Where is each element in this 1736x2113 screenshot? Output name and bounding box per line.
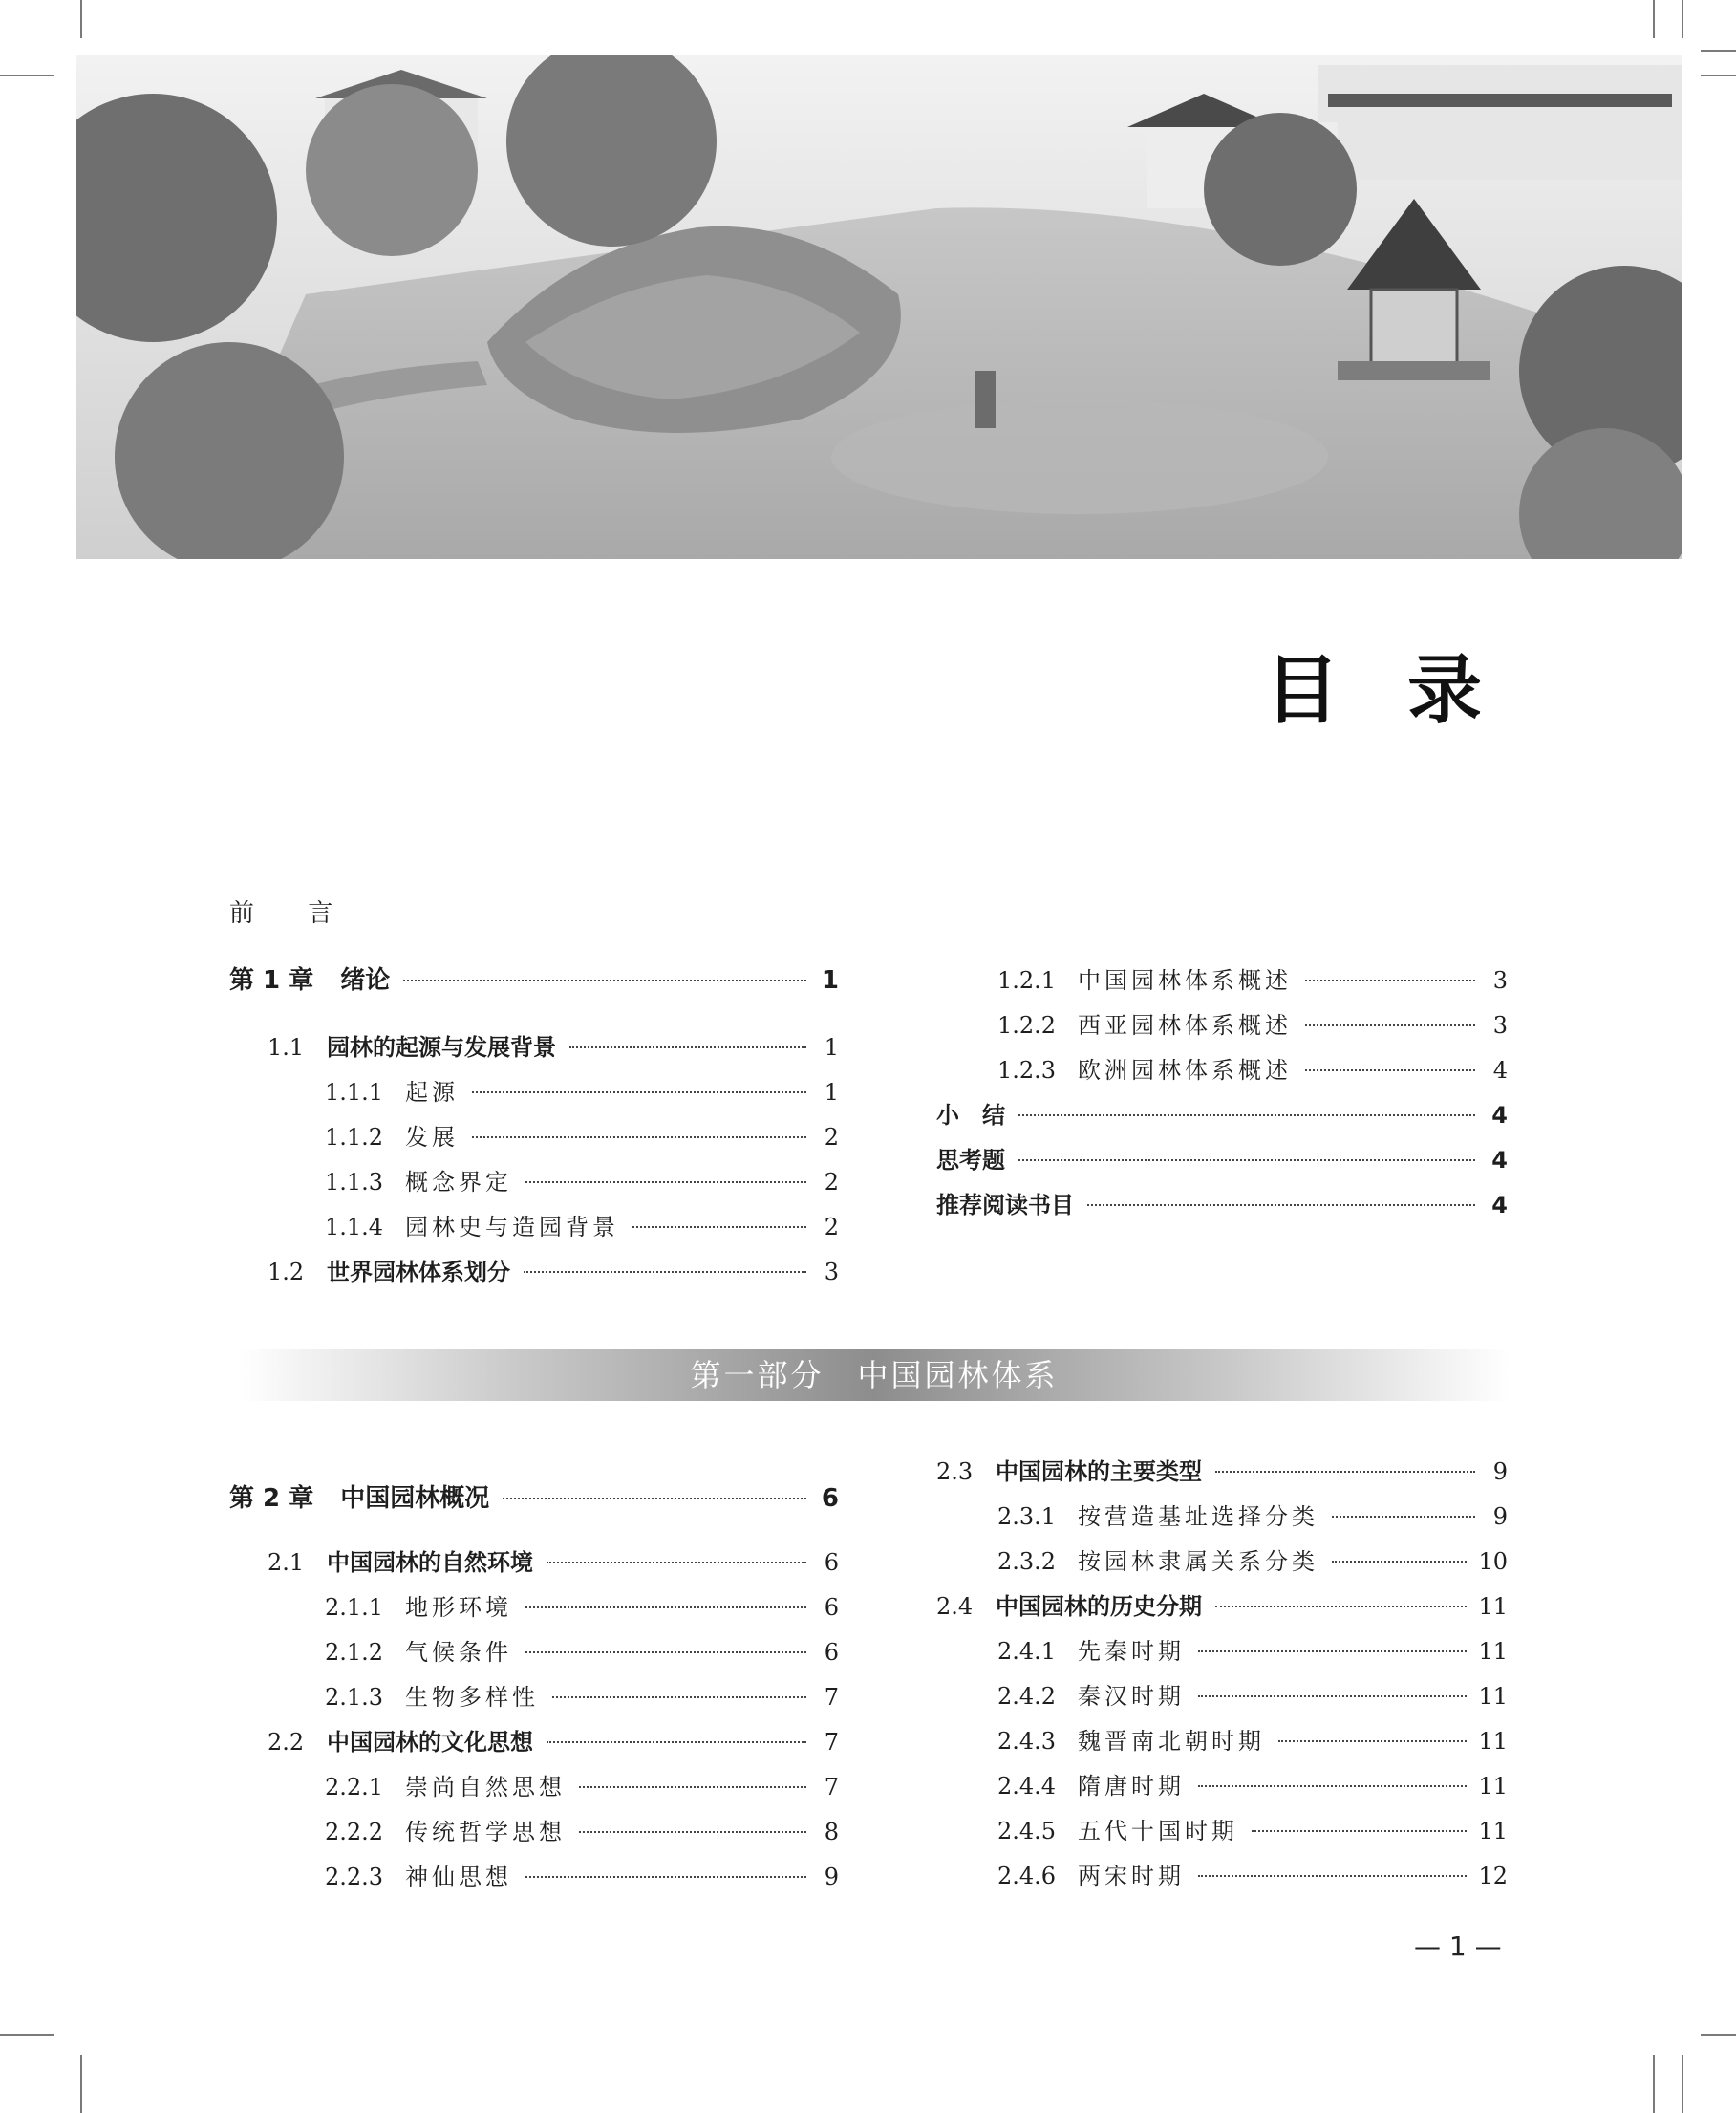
toc-entry-page: 4 bbox=[1491, 1147, 1508, 1174]
toc-leader-dots bbox=[1305, 1024, 1475, 1026]
toc-leader-dots bbox=[472, 1091, 806, 1093]
toc-entry-number: 1.2 bbox=[268, 1259, 305, 1285]
toc-entry[interactable] bbox=[229, 1772, 839, 1802]
toc-entry-label: 传统哲学思想 bbox=[405, 1819, 566, 1845]
toc-entry[interactable] bbox=[229, 1727, 839, 1757]
toc-entry[interactable] bbox=[936, 1726, 1508, 1757]
toc-entry[interactable] bbox=[229, 1122, 839, 1153]
toc-leader-dots bbox=[1198, 1650, 1467, 1652]
toc-entry[interactable] bbox=[936, 965, 1508, 996]
toc-leader-dots bbox=[525, 1651, 806, 1653]
toc-entry-label: 起源 bbox=[405, 1079, 459, 1106]
crop-mark bbox=[1701, 75, 1736, 76]
toc-entry-page: 3 bbox=[824, 1259, 839, 1285]
crop-mark bbox=[0, 2034, 54, 2036]
toc-leader-dots bbox=[579, 1831, 806, 1833]
toc-entry-page: 6 bbox=[824, 1639, 839, 1666]
toc-entry-number: 2.4 bbox=[936, 1593, 974, 1620]
toc-leader-dots bbox=[579, 1786, 806, 1788]
section-banner-title: 第一部分 中国园林体系 bbox=[690, 1357, 1059, 1393]
toc-entry-label: 按营造基址选择分类 bbox=[1078, 1503, 1318, 1530]
toc-entry-page: 7 bbox=[824, 1684, 839, 1711]
toc-entry-label: 隋唐时期 bbox=[1078, 1773, 1185, 1800]
toc-leader-dots bbox=[1198, 1875, 1467, 1877]
toc-entry-number: 2.1.1 bbox=[325, 1594, 384, 1621]
crop-mark bbox=[1682, 2055, 1683, 2113]
toc-leader-dots bbox=[1305, 980, 1475, 981]
toc-entry-number: 2.2 bbox=[268, 1729, 305, 1756]
toc-entry-label: 中国园林体系概述 bbox=[1078, 967, 1292, 994]
crop-mark bbox=[1653, 2055, 1655, 2113]
toc-entry-label: 神仙思想 bbox=[405, 1864, 512, 1890]
toc-entry-page: 6 bbox=[824, 1549, 839, 1576]
toc-entry-page: 1 bbox=[821, 966, 839, 995]
toc-entry[interactable] bbox=[936, 1681, 1508, 1712]
preface-heading: 前 言 bbox=[229, 899, 356, 928]
toc-entry-page: 11 bbox=[1478, 1638, 1508, 1665]
toc-entry-number: 2.4.1 bbox=[997, 1638, 1057, 1665]
toc-entry-label: 中国园林概况 bbox=[340, 1484, 490, 1513]
toc-entry-page: 9 bbox=[1492, 1458, 1508, 1485]
crop-mark bbox=[1701, 2034, 1736, 2036]
toc-leader-dots bbox=[1332, 1516, 1475, 1518]
toc-entry-number: 2.4.5 bbox=[997, 1818, 1057, 1844]
toc-entry[interactable] bbox=[936, 1055, 1508, 1086]
toc-entry-number: 1.1.1 bbox=[325, 1079, 384, 1106]
toc-entry[interactable] bbox=[229, 1032, 839, 1063]
toc-entry-number: 2.4.2 bbox=[997, 1683, 1057, 1710]
toc-leader-dots bbox=[1198, 1695, 1467, 1697]
toc-entry[interactable] bbox=[936, 1591, 1508, 1622]
toc-entry-page: 3 bbox=[1492, 1012, 1508, 1039]
toc-leader-dots bbox=[525, 1876, 806, 1878]
toc-entry-number: 2.3.2 bbox=[997, 1548, 1057, 1575]
toc-entry-label: 西亚园林体系概述 bbox=[1078, 1012, 1292, 1039]
toc-leader-dots bbox=[1215, 1471, 1475, 1473]
toc-leader-dots bbox=[1332, 1561, 1467, 1563]
toc-entry-number: 2.2.2 bbox=[325, 1819, 384, 1845]
toc-entry-number: 2.4.4 bbox=[997, 1773, 1057, 1800]
toc-entry[interactable] bbox=[936, 1771, 1508, 1801]
toc-entry-label: 崇尚自然思想 bbox=[405, 1774, 566, 1800]
toc-entry[interactable] bbox=[229, 1483, 839, 1514]
toc-entry-page: 2 bbox=[824, 1169, 839, 1196]
toc-entry-label: 欧洲园林体系概述 bbox=[1078, 1057, 1292, 1084]
toc-entry[interactable] bbox=[936, 1546, 1508, 1577]
toc-entry-number: 1.1.2 bbox=[325, 1124, 384, 1151]
crop-mark bbox=[80, 2055, 82, 2113]
toc-entry-page: 4 bbox=[1492, 1057, 1508, 1084]
crop-mark bbox=[1701, 50, 1736, 52]
toc-entry[interactable] bbox=[229, 1167, 839, 1197]
toc-entry-number: 2.4.3 bbox=[997, 1728, 1057, 1755]
toc-entry-page: 11 bbox=[1478, 1683, 1508, 1710]
toc-entry[interactable] bbox=[229, 1257, 839, 1287]
toc-entry[interactable] bbox=[936, 1816, 1508, 1846]
toc-entry-page: 11 bbox=[1478, 1593, 1508, 1620]
toc-entry-page: 7 bbox=[824, 1729, 839, 1756]
toc-entry-number: 1.1.3 bbox=[325, 1169, 384, 1196]
toc-entry-page: 4 bbox=[1491, 1192, 1508, 1218]
toc-entry[interactable] bbox=[936, 1190, 1508, 1220]
toc-entry-number: 2.2.1 bbox=[325, 1774, 384, 1800]
toc-entry[interactable] bbox=[229, 1862, 839, 1892]
toc-entry-number: 1.1 bbox=[268, 1034, 305, 1061]
toc-entry-number: 2.1.3 bbox=[325, 1684, 384, 1711]
toc-entry-label: 气候条件 bbox=[405, 1639, 512, 1666]
toc-leader-dots bbox=[472, 1136, 806, 1138]
toc-entry-label: 按园林隶属关系分类 bbox=[1078, 1548, 1318, 1575]
toc-entry[interactable] bbox=[229, 1592, 839, 1623]
toc-entry-number: 2.1 bbox=[268, 1549, 305, 1576]
toc-leader-dots bbox=[569, 1046, 806, 1048]
toc-entry-label: 魏晋南北朝时期 bbox=[1078, 1728, 1265, 1755]
crop-mark bbox=[80, 0, 82, 38]
toc-entry-number: 1.2.1 bbox=[997, 967, 1057, 994]
toc-entry-number: 2.3 bbox=[936, 1458, 974, 1485]
toc-entry-label: 中国园林的文化思想 bbox=[327, 1729, 533, 1756]
toc-entry-label: 绪论 bbox=[340, 966, 391, 995]
toc-entry-number: 1.1.4 bbox=[325, 1214, 384, 1240]
toc-entry-label: 先秦时期 bbox=[1078, 1638, 1185, 1665]
toc-leader-dots bbox=[403, 980, 806, 981]
toc-entry-label: 中国园林的主要类型 bbox=[996, 1458, 1202, 1485]
toc-leader-dots bbox=[1215, 1606, 1467, 1607]
toc-entry-page: 2 bbox=[824, 1214, 839, 1240]
toc-entry-label: 园林史与造园背景 bbox=[405, 1214, 619, 1240]
toc-entry[interactable] bbox=[229, 1817, 839, 1847]
toc-leader-dots bbox=[547, 1562, 806, 1563]
page-title: 目 录 bbox=[1264, 648, 1503, 734]
toc-entry-page: 2 bbox=[824, 1124, 839, 1151]
toc-entry-page: 11 bbox=[1478, 1728, 1508, 1755]
toc-leader-dots bbox=[1018, 1114, 1475, 1116]
toc-entry[interactable] bbox=[936, 1100, 1508, 1131]
toc-entry[interactable] bbox=[936, 1861, 1508, 1891]
toc-entry-page: 8 bbox=[824, 1819, 839, 1845]
toc-entry[interactable] bbox=[936, 1636, 1508, 1667]
toc-leader-dots bbox=[1278, 1740, 1467, 1742]
toc-entry-number: 1.2.3 bbox=[997, 1057, 1057, 1084]
toc-entry-page: 7 bbox=[824, 1774, 839, 1800]
toc-entry-label: 两宋时期 bbox=[1078, 1863, 1185, 1889]
toc-entry-number: 1.2.2 bbox=[997, 1012, 1057, 1039]
toc-entry-page: 10 bbox=[1478, 1548, 1508, 1575]
toc-column-top-right bbox=[936, 965, 1508, 1233]
toc-entry[interactable] bbox=[229, 1212, 839, 1242]
toc-entry-label: 中国园林的历史分期 bbox=[996, 1593, 1202, 1620]
toc-entry-number: 2.3.1 bbox=[997, 1503, 1057, 1530]
crop-mark bbox=[1653, 0, 1655, 38]
toc-leader-dots bbox=[1087, 1204, 1475, 1206]
toc-leader-dots bbox=[525, 1181, 806, 1183]
toc-entry[interactable] bbox=[936, 1010, 1508, 1041]
toc-leader-dots bbox=[524, 1271, 806, 1273]
toc-leader-dots bbox=[632, 1226, 806, 1228]
toc-leader-dots bbox=[547, 1741, 806, 1743]
toc-entry[interactable] bbox=[229, 1637, 839, 1668]
toc-entry-number: 2.2.3 bbox=[325, 1864, 384, 1890]
toc-leader-dots bbox=[552, 1696, 806, 1698]
toc-entry-page: 9 bbox=[1492, 1503, 1508, 1530]
toc-entry-label: 小 结 bbox=[936, 1102, 1005, 1129]
toc-entry-number: 2.4.6 bbox=[997, 1863, 1057, 1889]
toc-entry-label: 秦汉时期 bbox=[1078, 1683, 1185, 1710]
crop-mark bbox=[0, 75, 54, 76]
toc-leader-dots bbox=[1305, 1069, 1475, 1071]
toc-entry-label: 概念界定 bbox=[405, 1169, 512, 1196]
toc-column-bottom-left bbox=[229, 1483, 839, 1904]
toc-column-top-left bbox=[229, 965, 839, 1309]
page-number: — 1 — bbox=[1414, 1930, 1502, 1962]
toc-entry-label: 思考题 bbox=[936, 1147, 1005, 1174]
toc-entry-number: 2.1.2 bbox=[325, 1639, 384, 1666]
toc-entry[interactable] bbox=[229, 1682, 839, 1713]
toc-leader-dots bbox=[1198, 1785, 1467, 1787]
toc-entry-page: 11 bbox=[1478, 1773, 1508, 1800]
toc-entry-label: 中国园林的自然环境 bbox=[327, 1549, 533, 1576]
toc-column-bottom-right bbox=[936, 1456, 1508, 1906]
toc-entry-page: 1 bbox=[824, 1034, 839, 1061]
toc-entry[interactable] bbox=[936, 1501, 1508, 1532]
toc-entry[interactable] bbox=[229, 1547, 839, 1578]
toc-entry-label: 发展 bbox=[405, 1124, 459, 1151]
toc-entry[interactable] bbox=[936, 1456, 1508, 1487]
toc-entry-page: 4 bbox=[1491, 1102, 1508, 1129]
toc-entry-label: 推荐阅读书目 bbox=[936, 1192, 1074, 1218]
garden-photo bbox=[76, 55, 1682, 559]
toc-entry-label: 地形环境 bbox=[405, 1594, 512, 1621]
toc-entry-label: 五代十国时期 bbox=[1078, 1818, 1238, 1844]
toc-entry-label: 园林的起源与发展背景 bbox=[327, 1034, 556, 1061]
crop-mark bbox=[1682, 0, 1683, 38]
toc-entry-page: 3 bbox=[1492, 967, 1508, 994]
toc-entry-page: 1 bbox=[824, 1079, 839, 1106]
toc-leader-dots bbox=[525, 1606, 806, 1608]
toc-entry-number: 第 2 章 bbox=[229, 1484, 314, 1513]
toc-entry-page: 12 bbox=[1478, 1863, 1508, 1889]
toc-entry-number: 第 1 章 bbox=[229, 966, 314, 995]
toc-entry-label: 生物多样性 bbox=[405, 1684, 539, 1711]
toc-leader-dots bbox=[1018, 1159, 1475, 1161]
toc-entry-page: 6 bbox=[824, 1594, 839, 1621]
toc-entry[interactable] bbox=[229, 965, 839, 996]
toc-entry-page: 11 bbox=[1478, 1818, 1508, 1844]
toc-leader-dots bbox=[503, 1498, 806, 1499]
toc-entry-page: 9 bbox=[824, 1864, 839, 1890]
toc-leader-dots bbox=[1252, 1830, 1467, 1832]
toc-entry-page: 6 bbox=[821, 1484, 839, 1513]
toc-entry-label: 世界园林体系划分 bbox=[327, 1259, 510, 1285]
toc-entry[interactable] bbox=[229, 1077, 839, 1108]
toc-entry[interactable] bbox=[936, 1145, 1508, 1175]
